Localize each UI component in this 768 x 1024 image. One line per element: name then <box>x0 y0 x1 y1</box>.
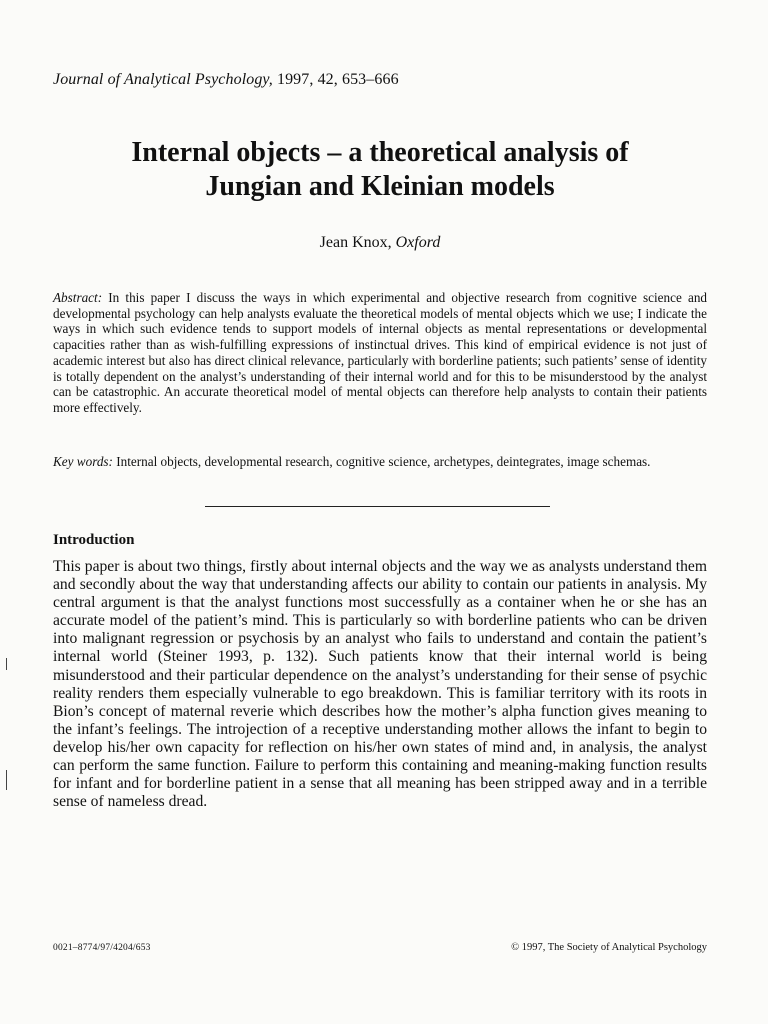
margin-mark-2 <box>6 770 7 790</box>
paper-page <box>53 0 707 1024</box>
author-affiliation: Oxford <box>395 234 441 251</box>
keywords-text: Internal objects, developmental research, cognitive science, archetypes, deintegrates, image schemas. <box>116 454 651 469</box>
journal-citation <box>53 71 399 89</box>
paper-title <box>53 136 707 204</box>
abstract <box>53 290 707 416</box>
journal-name: Journal of Analytical Psychology, <box>53 71 273 88</box>
abstract-label: Abstract: <box>53 290 103 305</box>
margin-mark-1 <box>6 658 7 670</box>
keywords-label: Key words: <box>53 454 113 469</box>
title-line-2: Jungian and Kleinian models <box>205 171 555 202</box>
introduction-paragraph: This paper is about two things, firstly about internal objects and the way we as analysts understand them and secondly about the way that understanding affects our ability to contain our patients in analysis. My central argument is that the analyst functions most successfully as a container when he or she has an accurate model of the patient’s mind. This is particularly so with borderline patients who can be driven into malignant regression or psychosis by an analyst who fails to understand and contain the patient’s internal world (Steiner 1993, p. 132). Such patients know that their internal world is being misunderstood and their particular dependence on the analyst’s understanding for their sense of psychic reality renders them especially vulnerable to ego breakdown. This is familiar territory with its roots in Bion’s concept of maternal reverie which describes how the mother’s alpha function gives meaning to the infant’s feelings. The introjection of a receptive understanding mother allows the infant to begin to develop his/her own capacity for reflection on his/her own states of mind and, in analysis, the analyst can perform the same function. Failure to perform this containing and meaning-making function results for infant and for borderline patient in a sense that all meaning has been stripped away and in a terrible sense of nameless dread. <box>53 558 707 811</box>
author-name: Jean Knox, <box>319 234 392 251</box>
title-line-1: Internal objects – a theoretical analysis of <box>131 137 629 168</box>
section-divider <box>205 506 550 507</box>
author-line <box>53 234 707 252</box>
introduction-heading: Introduction <box>53 532 135 548</box>
abstract-text: In this paper I discuss the ways in which experimental and objective research from cognitive science and developmental psychology can help analysts evaluate the theoretical models of mental objects which we use; I indicate the ways in which such evidence tends to support models of internal objects as mental representations or developmental capacities rather than as wish-fulfilling expressions of instinctual drives. This kind of empirical evidence is not just of academic interest but also has direct clinical relevance, particularly with borderline patients; such patients’ sense of identity is totally dependent on the analyst’s understanding of their internal world and for this to be misunderstood by the analyst can be catastrophic. An accurate theoretical model of mental objects can therefore help analysts to contain their patients more effectively. <box>53 290 708 415</box>
footer-issn-code: 0021–8774/97/4204/653 <box>53 943 151 953</box>
keywords <box>53 454 707 470</box>
journal-volume-pages: 1997, 42, 653–666 <box>276 71 399 88</box>
footer-copyright: © 1997, The Society of Analytical Psychology <box>511 942 707 953</box>
